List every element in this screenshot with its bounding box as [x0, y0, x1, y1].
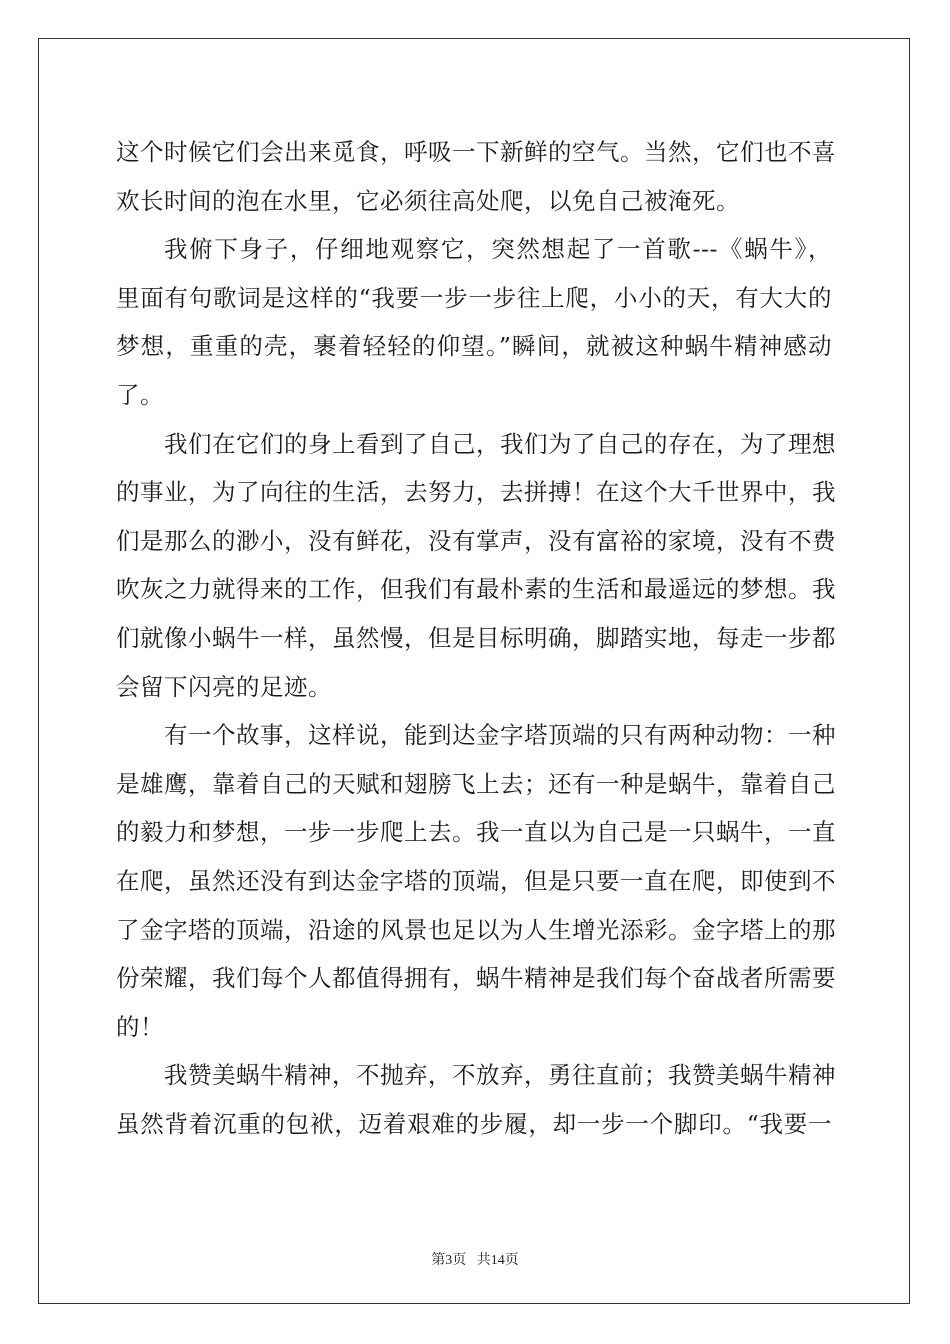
- text-line: 我俯下身子，仔细地观察它，突然想起了一首歌---《蜗牛》，: [164, 235, 832, 264]
- text-line: 欢长时间的泡在水里，它必须往高处爬，以免自己被淹死。: [116, 186, 740, 215]
- text-line: 份荣耀，我们每个人都值得拥有，蜗牛精神是我们每个奋战者所需要: [116, 964, 836, 993]
- text-line: 里面有句歌词是这样的“我要一步一步往上爬，小小的天，有大大的: [116, 283, 832, 312]
- paragraph: [116, 1051, 836, 1148]
- text-line: 我赞美蜗牛精神，不抛弃，不放弃，勇往直前；我赞美蜗牛精神: [164, 1061, 836, 1090]
- text-line: 在爬，虽然还没有到达金字塔的顶端，但是只要一直在爬，即使到不: [116, 866, 836, 895]
- paragraph: [116, 225, 832, 419]
- text-line: 虽然背着沉重的包袱，迈着艰难的步履，却一步一个脚印。“我要一: [116, 1109, 832, 1138]
- text-line: 吹灰之力就得来的工作，但我们有最朴素的生活和最遥远的梦想。我: [116, 575, 836, 604]
- text-line: 了。: [116, 380, 164, 409]
- text-line: 们是那么的渺小，没有鲜花，没有掌声，没有富裕的家境，没有不费: [116, 526, 836, 555]
- text-line: 这个时候它们会出来觅食，呼吸一下新鲜的空气。当然，它们也不喜: [116, 138, 836, 166]
- paragraph: [116, 420, 836, 712]
- text-line: 会留下闪亮的足迹。: [116, 672, 332, 701]
- text-line: 是雄鹰，靠着自己的天赋和翅膀飞上去；还有一种是蜗牛，靠着自己: [116, 769, 836, 798]
- text-line: 有一个故事，这样说，能到达金字塔顶端的只有两种动物：一种: [164, 721, 836, 750]
- text-line: 我们在它们的身上看到了自己，我们为了自己的存在，为了理想: [164, 429, 836, 458]
- text-line: 的毅力和梦想，一步一步爬上去。我一直以为自己是一只蜗牛，一直: [116, 818, 836, 847]
- text-line: 了金字塔的顶端，沿途的风景也足以为人生增光添彩。金字塔上的那: [116, 915, 836, 944]
- paragraph: [116, 128, 836, 225]
- text-line: 们就像小蜗牛一样，虽然慢，但是目标明确，脚踏实地，每走一步都: [116, 623, 836, 652]
- document-body: [116, 128, 836, 1148]
- paragraph: [116, 711, 836, 1051]
- text-line: 的事业，为了向往的生活，去努力，去拼搏！在这个大千世界中，我: [116, 478, 836, 507]
- text-line: 梦想，重重的壳，裹着轻轻的仰望。”瞬间，就被这种蜗牛精神感动: [116, 332, 832, 361]
- text-line: 的！: [116, 1012, 164, 1041]
- page-number-footer: 第3页 共14页: [431, 1253, 519, 1268]
